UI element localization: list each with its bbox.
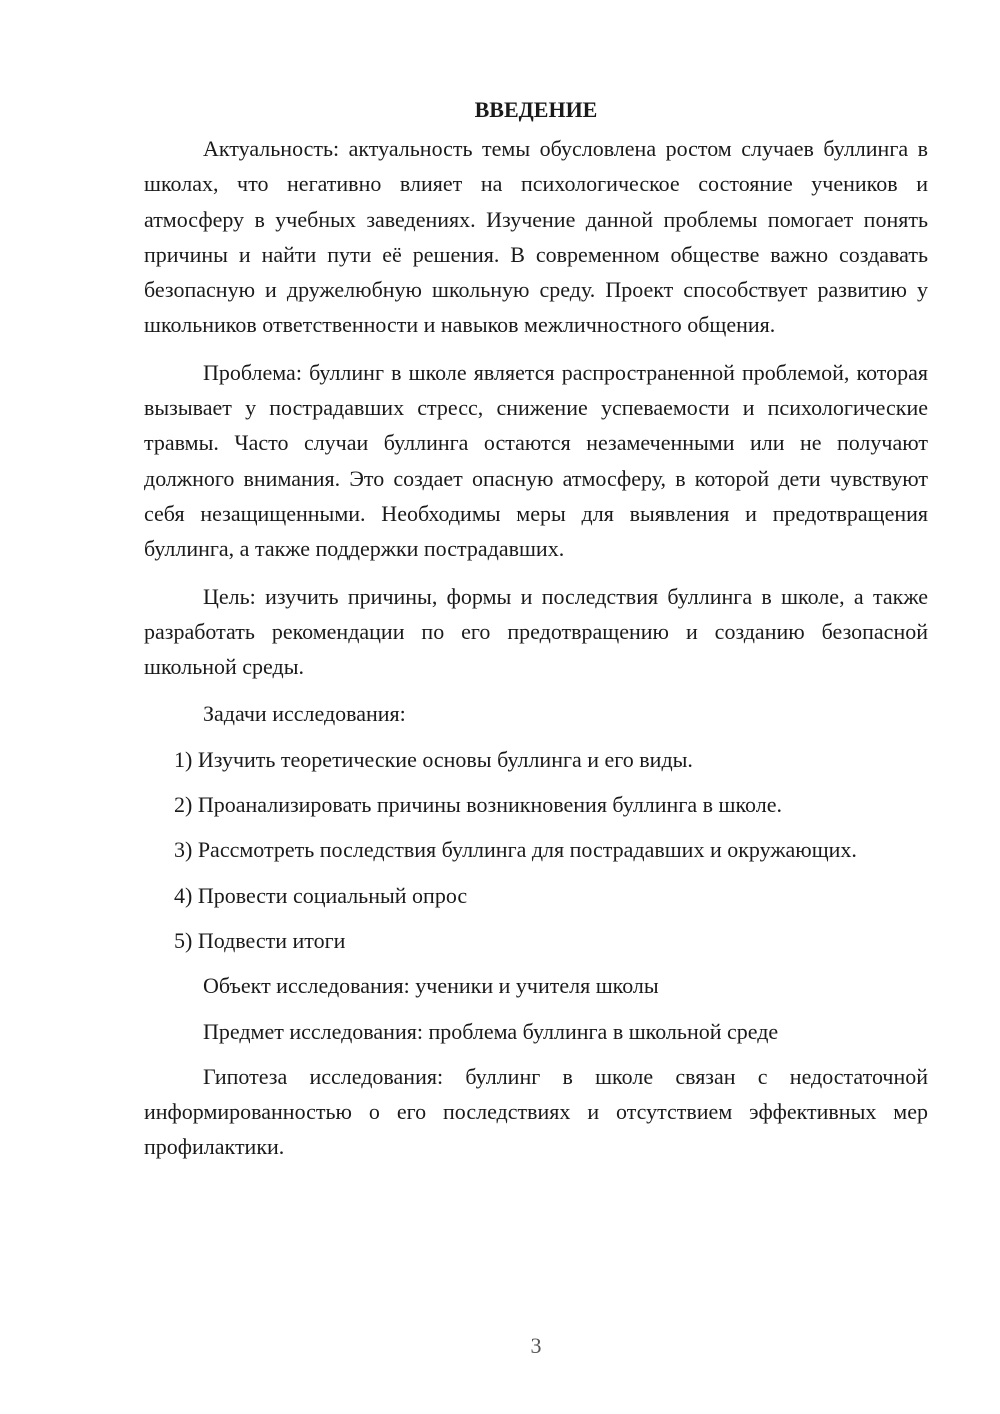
- task-item-5: 5) Подвести итоги: [174, 927, 346, 953]
- document-page: [144, 92, 928, 1177]
- paragraph-tasks-heading: Задачи исследования:: [203, 701, 406, 727]
- paragraph-subject: Предмет исследования: проблема буллинга в школьной среде: [203, 1018, 779, 1044]
- section-title: ВВЕДЕНИЕ: [474, 97, 598, 122]
- paragraph-goal: Цель: изучить причины, формы и последствия буллинга в школе, а также разработать рекомендации по его предотвращению и созданию безопасной школьной среды.: [144, 583, 928, 680]
- page-number: 3: [530, 1333, 542, 1358]
- paragraph-relevance: Актуальность: актуальность темы обусловлена ростом случаев буллинга в школах, что негативно влияет на психологическое состояние учеников и атмосферу в учебных заведениях. Изучение данной проблемы помогает понять причины и найти пути её решения. В современном обществе важно создавать безопасную и дружелюбную школьную среду. Проект способствует развитию у школьников ответственности и навыков межличностного общения.: [144, 136, 928, 338]
- task-item-3: 3) Рассмотреть последствия буллинга для пострадавших и окружающих.: [174, 837, 857, 863]
- paragraph-object: Объект исследования: ученики и учителя школы: [203, 973, 659, 999]
- paragraph-hypothesis: Гипотеза исследования: буллинг в школе связан с недостаточной информированностью о его последствиях и отсутствием эффективных мер профилактики.: [144, 1063, 928, 1160]
- task-item-2: 2) Проанализировать причины возникновения буллинга в школе.: [174, 792, 782, 818]
- task-item-1: 1) Изучить теоретические основы буллинга и его виды.: [174, 746, 693, 772]
- task-item-4: 4) Провести социальный опрос: [174, 882, 468, 908]
- paragraph-problem: Проблема: буллинг в школе является распространенной проблемой, которая вызывает у пострадавших стресс, снижение успеваемости и психологические травмы. Часто случаи буллинга остаются незамеченными или не получают должного внимания. Это создает опасную атмосферу, в которой дети чувствуют себя незащищенными. Необходимы меры для выявления и предотвращения буллинга, а также поддержки пострадавших.: [144, 359, 928, 562]
